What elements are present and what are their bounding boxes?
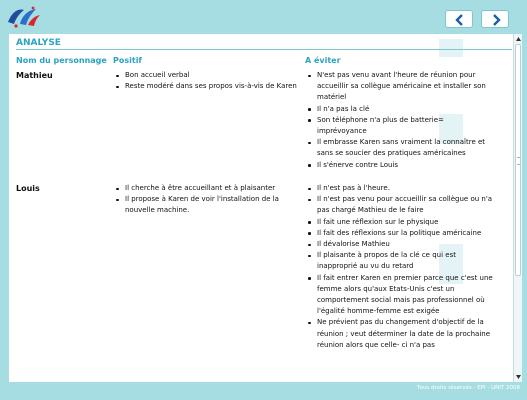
list-item: Il n'a pas la clé — [305, 104, 495, 115]
next-button[interactable] — [481, 10, 509, 28]
vertical-scrollbar[interactable] — [513, 34, 522, 382]
section-title: ANALYSE — [16, 38, 61, 48]
list-item: Il n'est pas venu pour accueillir sa collègue ou n'a pas chargé Mathieu de le faire — [305, 194, 495, 216]
scroll-up-arrow-icon[interactable] — [515, 35, 522, 43]
footer-copyright: Tous droits réservés - EPI - UNIT 2008 — [417, 385, 520, 391]
list-item: Il embrasse Karen sans vraiment la connaître et sans se soucier des pratiques américaines — [305, 137, 495, 159]
list-item: Il fait des réflexions sur la politique américaine — [305, 228, 495, 239]
list-item: Il cherche à être accueillant et à plaisanter — [113, 183, 301, 194]
list-item: Il dévalorise Mathieu — [305, 239, 495, 250]
positive-list — [113, 183, 301, 217]
list-item: Il propose à Karen de voir l'installation de la nouvelle machine. — [113, 194, 301, 216]
logo — [6, 4, 42, 30]
scroll-down-arrow-icon[interactable] — [515, 373, 522, 381]
column-header-avoid: A éviter — [305, 56, 341, 65]
list-item: Bon accueil verbal — [113, 70, 301, 81]
header-divider — [16, 49, 512, 50]
positive-list — [113, 70, 301, 92]
top-bar — [0, 0, 527, 34]
decorative-block — [439, 39, 463, 57]
list-item: Il fait entrer Karen en premier parce que c'est une femme alors qu'aux Etats-Unis c'est un comportement social mais pas professionnel où l'égalité homme-femme est exigée — [305, 273, 495, 318]
avoid-list — [305, 183, 495, 351]
character-name: Louis — [16, 184, 40, 193]
list-item: Il n'est pas à l'heure. — [305, 183, 495, 194]
avoid-list — [305, 70, 495, 171]
previous-button[interactable] — [445, 10, 473, 28]
list-item: Son téléphone n'a plus de batterie= imprévoyance — [305, 115, 495, 137]
list-item: N'est pas venu avant l'heure de réunion pour accueillir sa collègue américaine et installer son matériel — [305, 70, 495, 104]
chevron-left-icon — [454, 14, 466, 26]
column-header-name: Nom du personnage — [16, 56, 107, 65]
list-item: Il fait une réflexion sur le physique — [305, 217, 495, 228]
chevron-right-icon — [490, 14, 502, 26]
list-item: Il plaisante à propos de la clé ce qui est inapproprié au vu du retard — [305, 250, 495, 272]
scroll-thumb[interactable] — [515, 44, 521, 276]
list-item: Reste modéré dans ses propos vis-à-vis de Karen — [113, 81, 301, 92]
list-item: Il s'énerve contre Louis — [305, 160, 495, 171]
list-item: Ne prévient pas du changement d'objectif de la réunion ; veut déterminer la date de la prochaine réunion alors que celle- ci n'a pas — [305, 317, 495, 351]
character-name: Mathieu — [16, 71, 53, 80]
column-header-positive: Positif — [113, 56, 142, 65]
content-panel — [9, 34, 513, 382]
grip-icon — [517, 157, 520, 165]
